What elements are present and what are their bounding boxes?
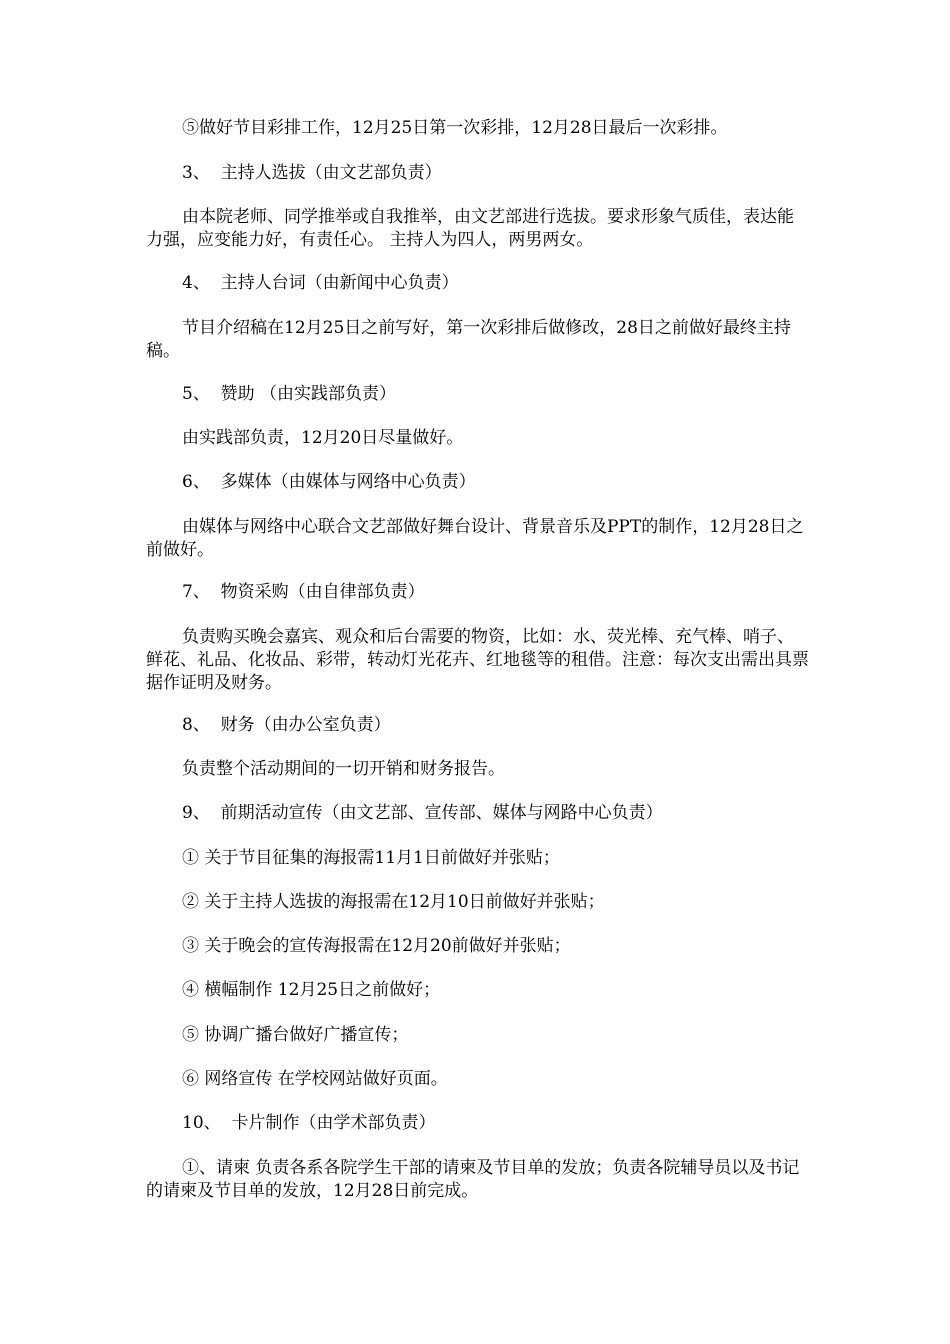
host-selection-paragraph: 由本院老师、同学推举或自我推举，由文艺部进行选拔。要求形象气质佳，表达能力强，应变能力好，有责任心。 主持人为四人，两男两女。 [146,207,794,250]
multimedia-paragraph: 由媒体与网络中心联合文艺部做好舞台设计、背景音乐及PPT的制作，12月28日之前做好。 [146,517,804,560]
list-item: ⑤ 协调广播台做好广播宣传； [182,1025,409,1045]
purchasing-paragraph: 负责购买晚会嘉宾、观众和后台需要的物资，比如：水、荧光棒、充气棒、哨子、鲜花、礼品、化妆品、彩带，转动灯光花卉、红地毯等的租借。注意：每次支出需出具票据作证明及财务。 [146,627,809,693]
section-3-heading: 3、 主持人选拔（由文艺部负责） [182,163,442,183]
section-8-heading: 8、 财务（由办公室负责） [182,715,391,735]
rehearsal-paragraph: ⑤做好节目彩排工作，12月25日第一次彩排，12月28日最后一次彩排。 [182,118,728,138]
section-5-heading: 5、 赞助 （由实践部负责） [182,384,397,404]
host-script-paragraph: 节目介绍稿在12月25日之前写好，第一次彩排后做修改，28日之前做好最终主持稿。 [146,318,791,361]
section-9-heading: 9、 前期活动宣传（由文艺部、宣传部、媒体与网路中心负责） [182,803,663,823]
section-4-heading: 4、 主持人台词（由新闻中心负责） [182,273,459,293]
list-item: ⑥ 网络宣传 在学校网站做好页面。 [182,1069,448,1089]
section-6-heading: 6、 多媒体（由媒体与网络中心负责） [182,472,476,492]
list-item: ④ 横幅制作 12月25日之前做好； [182,980,441,1000]
list-item: ③ 关于晚会的宣传海报需在12月20前做好并张贴； [182,936,571,956]
sponsorship-paragraph: 由实践部负责，12月20日尽量做好。 [182,428,464,448]
invitation-paragraph: ①、请柬 负责各系各院学生干部的请柬及节目单的发放；负责各院辅导员以及书记的请柬及节目单的发放，12月28日前完成。 [146,1158,800,1201]
finance-paragraph: 负责整个活动期间的一切开销和财务报告。 [182,759,505,779]
list-item: ② 关于主持人选拔的海报需在12月10日前做好并张贴； [182,892,605,912]
list-item: ① 关于节目征集的海报需11月1日前做好并张贴； [182,848,560,868]
section-7-heading: 7、 物资采购（由自律部负责） [182,582,425,602]
section-10-heading: 10、 卡片制作（由学术部负责） [182,1113,436,1133]
